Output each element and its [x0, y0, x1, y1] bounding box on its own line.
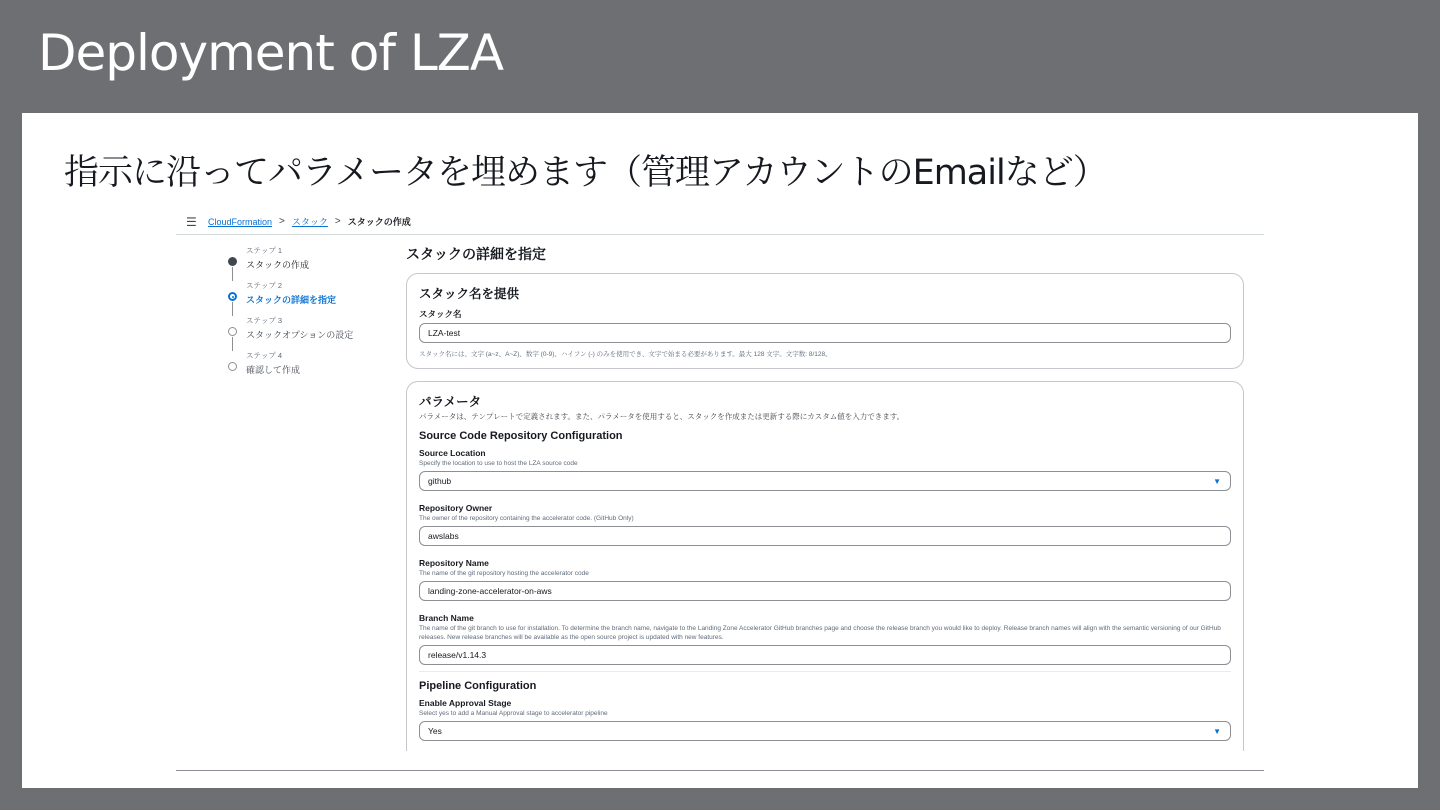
- repository-owner-desc: The owner of the repository containing the accelerator code. (GitHub Only): [419, 515, 634, 522]
- branch-name-input[interactable]: [419, 645, 1231, 665]
- caret-down-icon: ▼: [1213, 477, 1221, 486]
- section-divider: [419, 671, 1231, 672]
- branch-name-value: release/v1.14.3: [428, 650, 487, 660]
- breadcrumb-separator: >: [334, 216, 341, 227]
- repository-owner-label: Repository Owner: [419, 503, 493, 513]
- approval-stage-label: Enable Approval Stage: [419, 698, 512, 708]
- repository-name-label: Repository Name: [419, 558, 489, 568]
- source-section-title: Source Code Repository Configuration: [419, 430, 623, 442]
- stack-name-input[interactable]: [419, 323, 1231, 343]
- slide-subtitle: 指示に沿ってパラメータを埋めます（管理アカウントのEmailなど）: [64, 153, 1107, 193]
- stack-name-card: [406, 273, 1244, 369]
- page-title: スタックの詳細を指定: [406, 246, 546, 262]
- branch-name-desc: The name of the git branch to use for installation. To determine the branch name, navigate to the Landing Zone Accelerator GitHub branches page and choose the release branch you would like to deploy. Release branch names will align with the semantic versioning of our GitHub releases. New release branches will be available as the open source project is updated with new features.: [419, 625, 1221, 641]
- source-location-select[interactable]: [419, 471, 1231, 491]
- card-title: スタック名を提供: [419, 287, 520, 301]
- stack-name-value: LZA-test: [428, 328, 461, 338]
- content-panel: [22, 113, 1418, 788]
- stack-name-label: スタック名: [419, 309, 462, 319]
- step-connector: [232, 267, 233, 281]
- branch-name-label: Branch Name: [419, 613, 474, 623]
- menu-icon[interactable]: ☰: [186, 214, 197, 229]
- step-number: ステップ 2: [246, 281, 283, 290]
- step-current-icon: [228, 292, 237, 301]
- step-number: ステップ 3: [246, 316, 283, 325]
- step-connector: [232, 337, 233, 351]
- stack-name-hint: スタック名には、文字 (a~z、A~Z)、数字 (0-9)、ハイフン (-) のみを使用でき、文字で始まる必要があります。最大 128 文字。文字数: 8/128。: [419, 351, 832, 358]
- wizard-step-1[interactable]: [228, 245, 398, 280]
- wizard-step-3[interactable]: [228, 315, 398, 350]
- pipeline-section-title: Pipeline Configuration: [419, 680, 537, 692]
- source-location-label: Source Location: [419, 448, 486, 458]
- step-label-active: スタックの詳細を指定: [246, 295, 337, 305]
- breadcrumb-stacks[interactable]: スタック: [291, 217, 328, 227]
- breadcrumb-bar: [176, 209, 1264, 235]
- card-title: パラメータ: [419, 395, 482, 409]
- breadcrumb-current: スタックの作成: [347, 217, 411, 227]
- slide-title: Deployment of LZA: [38, 24, 504, 82]
- repository-owner-input[interactable]: [419, 526, 1231, 546]
- parameters-card: [406, 381, 1244, 751]
- parameters-description: パラメータは、テンプレートで定義されます。また、パラメータを使用すると、スタックを作成または更新する際にカスタム値を入力できます。: [419, 412, 905, 421]
- source-location-desc: Specify the location to use to host the LZA source code: [419, 460, 578, 467]
- breadcrumb-separator: >: [279, 216, 285, 227]
- repository-name-value: landing-zone-accelerator-on-aws: [428, 586, 552, 596]
- cloudformation-console-screenshot: [176, 209, 1264, 771]
- step-label: 確認して作成: [246, 365, 301, 375]
- screenshot-bottom-border: [176, 770, 1264, 771]
- approval-stage-desc: Select yes to add a Manual Approval stage to accelerator pipeline: [419, 710, 608, 717]
- step-pending-icon: [228, 327, 237, 336]
- step-label: スタックの作成: [246, 260, 310, 270]
- caret-down-icon: ▼: [1213, 727, 1221, 736]
- step-number: ステップ 1: [246, 246, 283, 255]
- repository-name-input[interactable]: [419, 581, 1231, 601]
- main-content: [406, 245, 1244, 751]
- approval-stage-select[interactable]: [419, 721, 1231, 741]
- breadcrumb-cloudformation[interactable]: CloudFormation: [208, 216, 273, 227]
- repository-name-desc: The name of the git repository hosting the accelerator code: [419, 570, 589, 577]
- step-complete-icon: [228, 257, 237, 266]
- step-number: ステップ 4: [246, 351, 283, 360]
- approval-stage-value: Yes: [428, 726, 442, 736]
- step-pending-icon: [228, 362, 237, 371]
- step-label: スタックオプションの設定: [246, 330, 354, 340]
- wizard-steps: [228, 245, 398, 385]
- repository-owner-value: awslabs: [428, 531, 459, 541]
- wizard-step-4[interactable]: [228, 350, 398, 385]
- source-location-value: github: [428, 476, 452, 486]
- step-connector: [232, 302, 233, 316]
- wizard-step-2[interactable]: [228, 280, 398, 315]
